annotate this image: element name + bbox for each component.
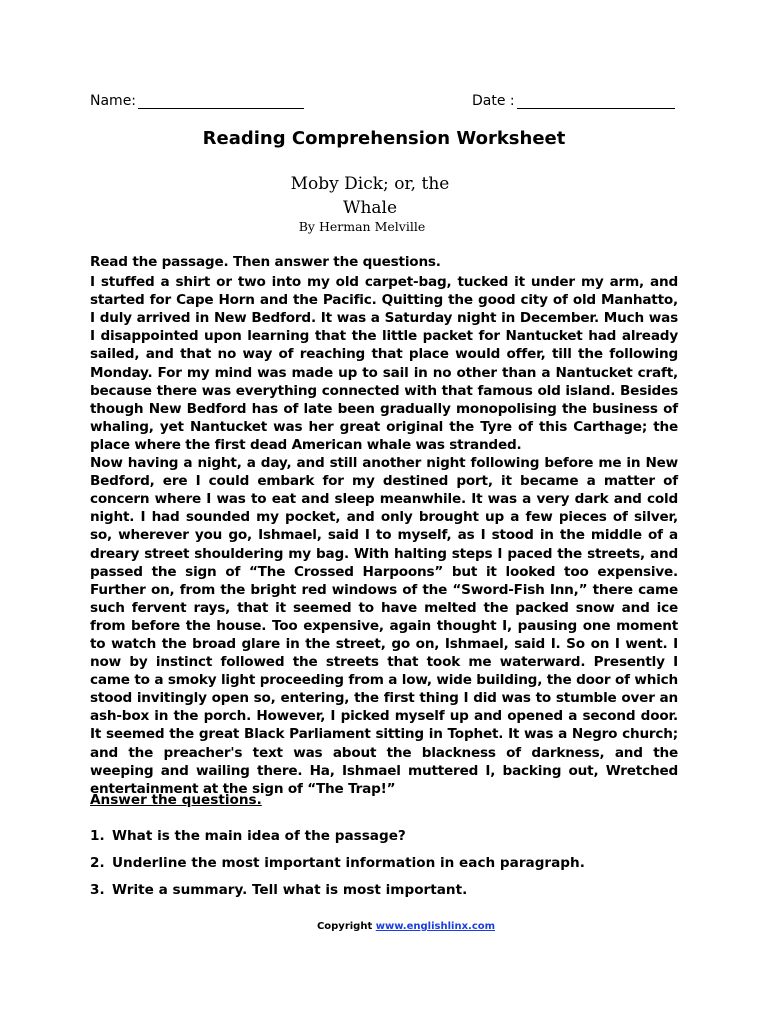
story-title-line-1: Moby Dick; or, the [290,174,450,194]
story-title [270,172,470,220]
name-field [90,93,304,109]
story-byline: By Herman Melville [298,219,426,234]
question-text: Underline the most important information in each paragraph. [112,855,585,871]
passage-paragraph-1: I stuffed a shirt or two into my old carpet-bag, tucked it under my arm, and started for Cape Horn and the Pacific. Quitting the good city of old Manhatto, I duly arrived in New Bedford. It was a Saturday night in December. Much was I disappointed upon learning that the little packet for Nantucket had already sailed, and that no way of reaching that place would offer, till the following Monday. For my mind was made up to sail in no other than a Nantucket craft, because there was everything connected with that famous old island. Besides though New Bedford has of late been gradually monopolising the business of whaling, yet Nantucket was her great original the Tyre of this Carthage; the place where the first dead American whale was stranded. [90,274,678,453]
question-number: 3. [90,882,105,898]
reading-passage [90,253,678,798]
question-number: 2. [90,855,105,871]
name-label: Name: [90,93,137,109]
worksheet-title: Reading Comprehension Worksheet [202,128,566,149]
question-item [90,855,690,882]
copyright-label: Copyright [316,921,373,932]
englishlinx-link[interactable]: www.englishlinx.com [375,921,496,932]
question-number: 1. [90,828,105,844]
date-blank-line [517,94,675,109]
date-field [472,93,675,109]
answer-heading: Answer the questions. [90,792,262,808]
question-item [90,828,690,855]
copyright-footer [0,921,768,932]
name-blank-line [138,94,304,109]
story-title-line-2: Whale [342,198,398,218]
question-text: What is the main idea of the passage? [112,828,406,844]
header-row [90,93,680,113]
question-text: Write a summary. Tell what is most important. [112,882,468,898]
passage-paragraph-2: Now having a night, a day, and still another night following before me in New Bedford, ere I could embark for my destined port, it became a matter of concern where I was to eat and sleep meanwhile. It was a very dark and cold night. I had sounded my pocket, and only brought up a few pieces of silver, so, wherever you go, Ishmael, said I to myself, as I stood in the middle of a dreary street shouldering my bag. With halting steps I paced the streets, and passed the sign of “The Crossed Harpoons” but it looked too expensive. Further on, from the bright red windows of the “Sword-Fish Inn,” there came such fervent rays, that it seemed to have melted the packed snow and ice from before the house. Too expensive, again thought I, pausing one moment to watch the broad glare in the street, go on, Ishmael, said I. So on I went. I now by instinct followed the streets that took me waterward. Presently I came to a smoky light proceeding from a low, wide building, the door of which stood invitingly open so, entering, the first thing I did was to stumble over an ash-box in the porch. However, I picked myself up and opened a second door. It seemed the great Black Parliament sitting in Tophet. It was a Negro church; and the preacher's text was about the blackness of darkness, and the weeping and wailing there. Ha, Ishmael muttered I, backing out, Wretched entertainment at the sign of “The Trap!” [90,455,678,797]
question-item [90,882,690,909]
date-label: Date : [472,93,515,109]
question-list [90,828,690,909]
passage-instruction: Read the passage. Then answer the questions. [90,254,441,270]
